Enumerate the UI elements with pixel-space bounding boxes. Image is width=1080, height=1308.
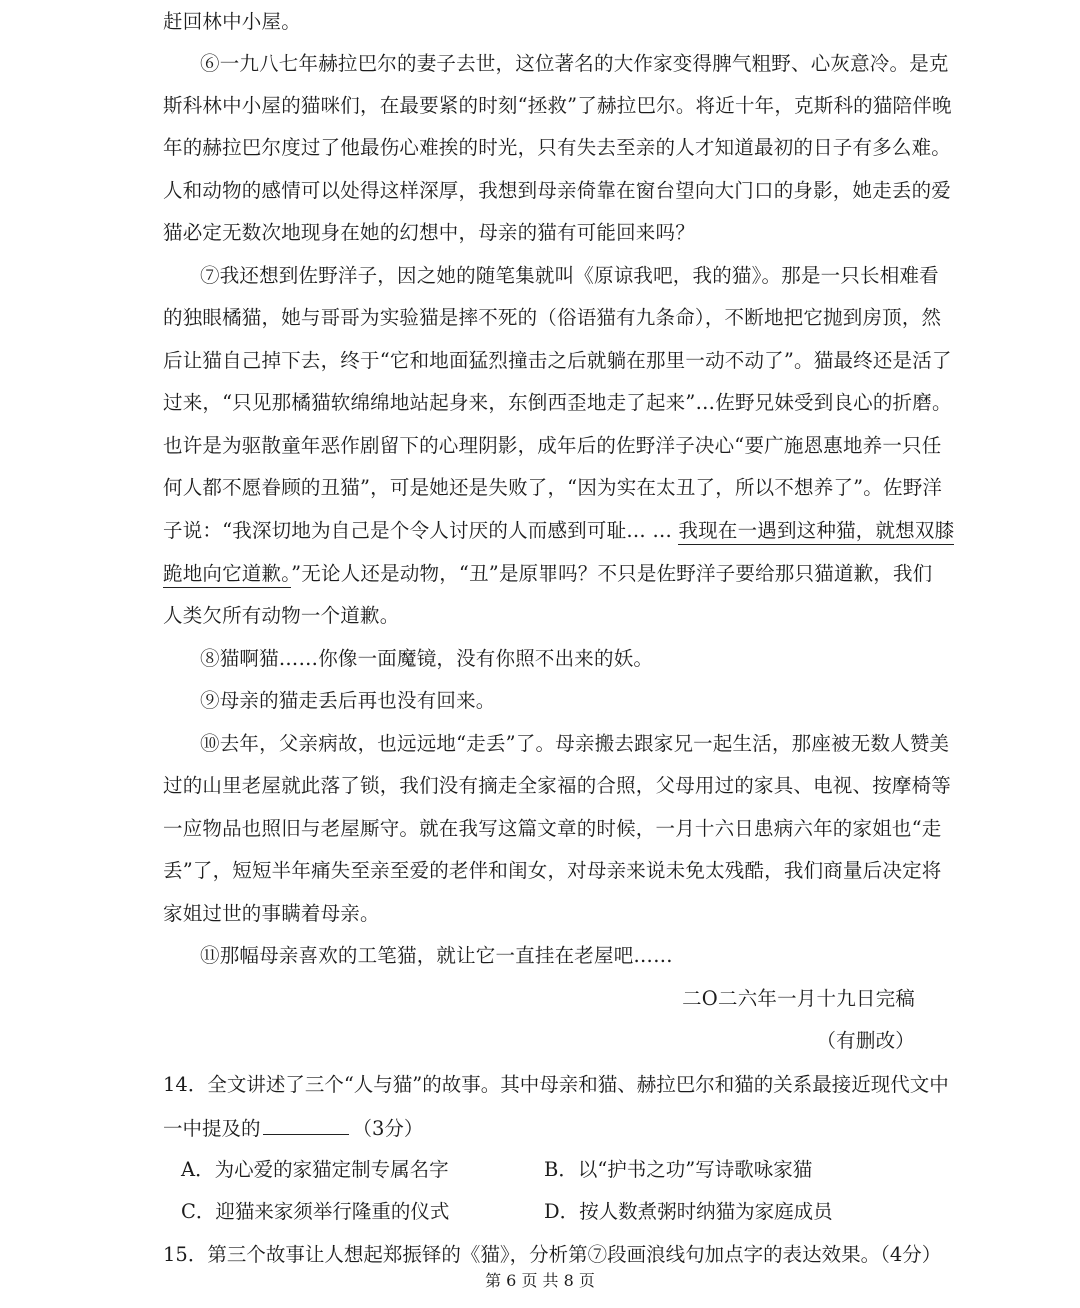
option-d[interactable]: D．按人数煮粥时纳猫为家庭成员	[544, 1200, 833, 1223]
quote-text: ”无论人还是动物，“丑”是原罪吗？不只是佐野洋子要给那只猫道歉，我们	[291, 562, 933, 585]
answer-blank[interactable]	[263, 1114, 349, 1135]
option-b[interactable]: B．以“护书之功”写诗歌咏家猫	[544, 1158, 813, 1181]
paragraph-6-line: 斯科林中小屋的猫咪们，在最要紧的时刻“拯救”了赫拉巴尔。将近十年，克斯科的猫陪伴晚	[163, 94, 952, 117]
quote-text: 子说：“我深切地为自己是个令人讨厌的人而感到可耻… …	[163, 519, 679, 542]
edit-note: （有删改）	[816, 1029, 915, 1052]
paragraph-6-line: ⑥一九八七年赫拉巴尔的妻子去世，这位著名的大作家变得脾气粗野、心灰意冷。是克	[200, 52, 949, 75]
question-15: 15．第三个故事让人想起郑振铎的《猫》，分析第⑦段画浪线句加点字的表达效果。（4分）	[163, 1243, 942, 1266]
option-c[interactable]: C．迎猫来家须举行隆重的仪式	[181, 1200, 450, 1223]
paragraph-6-line: 人和动物的感情可以处得这样深厚，我想到母亲倚靠在窗台望向大门口的身影，她走丢的爱	[163, 179, 952, 202]
paragraph-11: ⑪那幅母亲喜欢的工笔猫，就让它一直挂在老屋吧……	[200, 944, 673, 967]
paragraph-10-line: 家姐过世的事瞒着母亲。	[163, 902, 380, 925]
question-14-line: 14．全文讲述了三个“人与猫”的故事。其中母亲和猫、赫拉巴尔和猫的关系最接近现代文中	[163, 1073, 949, 1096]
paragraph-8: ⑧猫啊猫……你像一面魔镜，没有你照不出来的妖。	[200, 647, 654, 670]
underlined-sentence: 我现在一遇到这种猫，就想双膝	[678, 519, 954, 545]
paragraph-7-line	[163, 518, 955, 544]
paragraph-10-line: 丢”了，短短半年痛失至亲至爱的老伴和闺女，对母亲来说未免太残酷，我们商量后决定将	[163, 859, 942, 882]
paragraph-7-line: 何人都不愿眷顾的丑猫”，可是她还是失败了，“因为实在太丑了，所以不想养了”。佐野洋	[163, 476, 943, 499]
question-14-line	[163, 1114, 915, 1142]
paragraph-7-line: 也许是为驱散童年恶作剧留下的心理阴影，成年后的佐野洋子决心“要广施恩惠地养一只任	[163, 434, 942, 457]
paragraph-7-line: ⑦我还想到佐野洋子，因之她的随笔集就叫《原谅我吧，我的猫》。那是一只长相难看	[200, 264, 939, 287]
paragraph-9: ⑨母亲的猫走丢后再也没有回来。	[200, 689, 496, 712]
paragraph-6-line: 年的赫拉巴尔度过了他最伤心难挨的时光，只有失去至亲的人才知道最初的日子有多么难。	[163, 136, 952, 159]
paragraph-6-line: 猫必定无数次地现身在她的幻想中，母亲的猫有可能回来吗？	[163, 221, 695, 244]
paragraph-10-line: ⑩去年，父亲病故，也远远地“走丢”了。母亲搬去跟家兄一起生活，那座被无数人赞美	[200, 732, 950, 755]
paragraph-10-line: 过的山里老屋就此落了锁，我们没有摘走全家福的合照，父母用过的家具、电视、按摩椅等	[163, 774, 952, 797]
question-14-score: （3分）	[352, 1117, 424, 1140]
option-a[interactable]: A．为心爱的家猫定制专属名字	[181, 1158, 449, 1181]
underlined-sentence: 跪地向它道歉。	[163, 562, 291, 588]
paragraph-7-line: 人类欠所有动物一个道歉。	[163, 604, 400, 627]
paragraph-7-line	[163, 561, 933, 587]
paragraph-7-line: 的独眼橘猫，她与哥哥为实验猫是摔不死的（俗语猫有九条命），不断地把它抛到房顶，然	[163, 306, 942, 329]
completion-date: 二O二六年一月十九日完稿	[682, 987, 915, 1010]
page-footer: 第 6 页 共 8 页	[485, 1271, 595, 1290]
passage-line: 赶回林中小屋。	[163, 10, 301, 33]
paragraph-7-line: 后让猫自己掉下去，终于“它和地面猛烈撞击之后就躺在那里一动不动了”。猫最终还是活了	[163, 349, 952, 372]
paragraph-10-line: 一应物品也照旧与老屋厮守。就在我写这篇文章的时候，一月十六日患病六年的家姐也“走	[163, 817, 942, 840]
paragraph-7-line: 过来，“只见那橘猫软绵绵地站起身来，东倒西歪地走了起来”…佐野兄妹受到良心的折磨。	[163, 391, 952, 414]
question-14-prefix: 一中提及的	[163, 1117, 261, 1140]
